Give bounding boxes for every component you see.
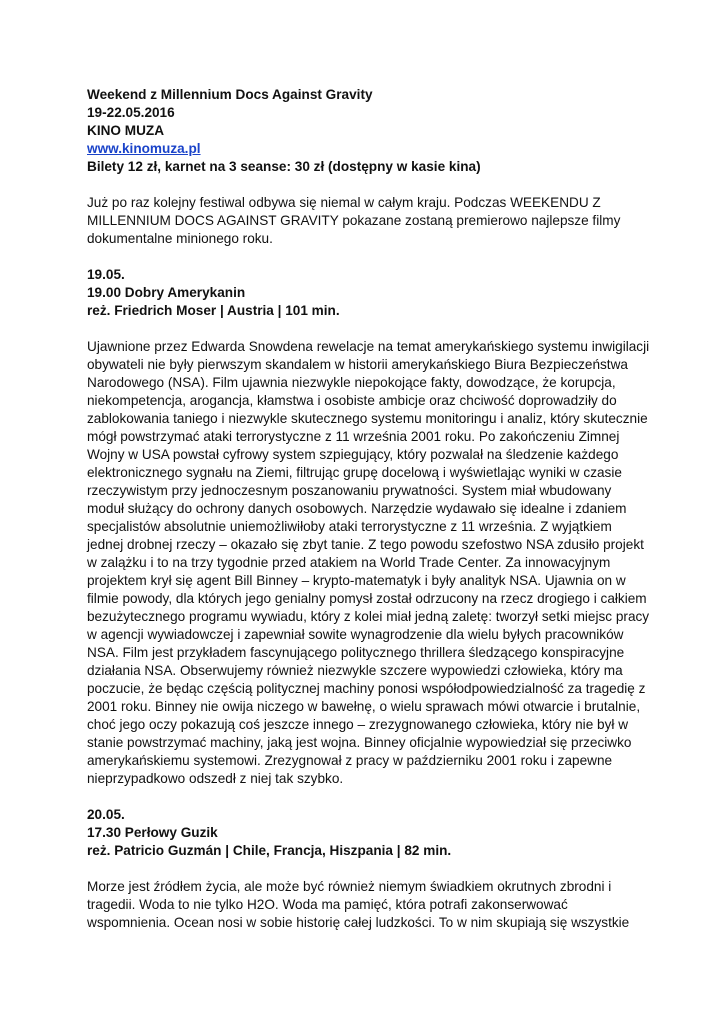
description-line: stanie powstrzymać machiny, jaką jest wojna. Binney oficjalnie wypowiedział się przeciwko	[87, 735, 632, 750]
ticket-info: Bilety 12 zł, karnet na 3 seanse: 30 zł (dostępny w kasie kina)	[87, 159, 481, 174]
description-line: obywateli nie były pierwszym skandalem w historii amerykańskiego Biura Bezpieczeństwa	[87, 357, 628, 372]
description-line: projektem krył się agent Bill Binney – krypto-matematyk i były analityk NSA. Ujawnia on w	[87, 573, 626, 588]
description-line: Morze jest źródłem życia, ale może być również niemym świadkiem okrutnych zbrodni i	[87, 879, 612, 894]
screening-description	[87, 878, 647, 932]
description-line: w agencji wywiadowczej i zapewniał sowite wynagrodzenie dla wielu byłych pracowników	[87, 627, 624, 642]
description-line: 2001 roku. Binney nie owija niczego w bawełnę, o wielu sprawach mówi otwarcie i brutalnie,	[87, 699, 641, 714]
intro-line: Już po raz kolejny festiwal odbywa się niemal w całym kraju. Podczas WEEKENDU Z	[87, 195, 601, 210]
description-line: zablokowania taniego i niezwykle skutecznego systemu monitoringu i analiz, który skutecznie	[87, 411, 648, 426]
description-line: działania NSA. Obserwujemy również niezwykle szczere wypowiedzi człowieka, który ma	[87, 663, 623, 678]
screening-credits: reż. Friedrich Moser | Austria | 101 min.	[87, 303, 340, 318]
description-line: NSA. Film jest przykładem fascynującego politycznego thrillera śledzącego konspiracyjne	[87, 645, 625, 660]
description-line: poczucie, że będąc częścią politycznej machiny ponosi współodpowiedzialność za tragedię z	[87, 681, 646, 696]
description-line: specjalistów absolutnie uniemożliwiłoby ataki terrorystyczne z 11 września. Z wyjątkiem	[87, 519, 612, 534]
description-line: mógł powstrzymać ataki terrorystyczne z 11 września 2001 roku. Po zakończeniu Zimnej	[87, 429, 620, 444]
description-line: amerykańskiemu systemowi. Zrezygnował z pracy w październiku 2001 roku i zapewne	[87, 753, 613, 768]
screening-credits: reż. Patricio Guzmán | Chile, Francja, Hiszpania | 82 min.	[87, 843, 452, 858]
description-line: choć jego oczy pokazują coś jeszcze innego – zrezygnowanego człowieka, który nie był w	[87, 717, 629, 732]
description-line: Wojny w USA powstał cyfrowy system szpiegujący, który pozwalał na śledzenie każdego	[87, 447, 619, 462]
intro-line: dokumentalne minionego roku.	[87, 231, 273, 246]
festival-title: Weekend z Millennium Docs Against Gravity	[87, 87, 373, 102]
description-line: nieprzypadkowo odszedł z niej tak szybko.	[87, 771, 344, 786]
description-line: moduł służący do ochrony danych osobowych. Narzędzie wydawało się idealne i zdaniem	[87, 501, 627, 516]
description-line: filmie powody, dla których jego genialny pomysł został odrzucony na rzecz drogiego i całkiem	[87, 591, 647, 606]
document-page	[87, 86, 650, 932]
description-line: elektronicznego sygnału na Ziemi, filtrując grupę docelową i wyświetlając wyniki w czasie	[87, 465, 622, 480]
website-link[interactable]: www.kinomuza.pl	[87, 141, 201, 156]
screening-time-title: 17.30 Perłowy Guzik	[87, 825, 218, 840]
festival-dates: 19-22.05.2016	[87, 105, 175, 120]
screening-date: 19.05.	[87, 267, 125, 282]
venue-name: KINO MUZA	[87, 123, 165, 138]
intro-paragraph	[87, 194, 647, 248]
description-line: Ujawnione przez Edwarda Snowdena rewelacje na temat amerykańskiego systemu inwigilacji	[87, 339, 650, 354]
intro-line: MILLENNIUM DOCS AGAINST GRAVITY pokazane zostaną premierowo najlepsze filmy	[87, 213, 621, 228]
description-line: w zalążku i to na trzy tygodnie przed atakiem na World Trade Center. Za innowacyjnym	[87, 555, 611, 570]
description-line: tragedii. Woda to nie tylko H2O. Woda ma pamięć, która potrafi zakonserwować	[87, 897, 568, 912]
screening-description	[87, 338, 650, 788]
screening-date: 20.05.	[87, 807, 125, 822]
screening-time-title: 19.00 Dobry Amerykanin	[87, 285, 246, 300]
screening-2	[87, 806, 647, 932]
description-line: rzeczywistym przy jednoczesnym poszanowaniu prywatności. System miał wbudowany	[87, 483, 612, 498]
description-line: bezużytecznego programu wywiadu, który z kolei miał jedną zaletę: tworzył setki miejsc pracy	[87, 609, 650, 624]
description-line: wspomnienia. Ocean nosi w sobie historię całej ludzkości. To w nim skupiają się wszystkie	[87, 915, 630, 930]
description-line: Narodowego (NSA). Film ujawnia niezwykle niepokojące fakty, dowodzące, że korupcja,	[87, 375, 616, 390]
screening-1	[87, 266, 650, 788]
description-line: jednej drobnej rzeczy – okazało się zbyt tanie. Z tego powodu szefostwo NSA zdusiło projekt	[87, 537, 644, 552]
description-line: niekompetencja, arogancja, kłamstwa i osobiste ambicje oraz chciwość doprowadziły do	[87, 393, 617, 408]
